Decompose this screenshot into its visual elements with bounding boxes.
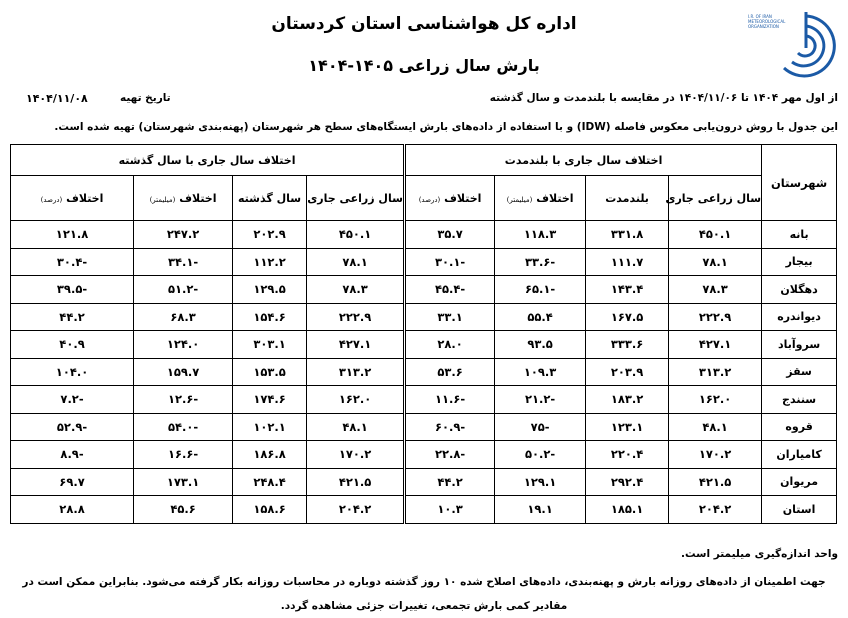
city-cell: دهگلان [762,276,837,304]
diff-pct-cell: -۴۵.۴ [405,276,495,304]
longterm-cell: ۲۲۰.۴ [586,441,669,469]
diff-pct-cell: -۲۲.۸ [405,441,495,469]
table-row [11,221,837,249]
lastyear-cell: ۲۴۸.۴ [233,468,307,496]
longterm-cell: ۳۳۳.۶ [586,331,669,359]
current-cell: ۴۸.۱ [669,413,762,441]
prepared-date-label: تاریخ تهیه [120,92,171,104]
col-diff-pct-2 [11,176,134,221]
diff-mm-cell: -۱۲.۶ [134,386,233,414]
diff-mm-cell: -۵۱.۲ [134,276,233,304]
diff-pct-cell: ۲۸.۰ [405,331,495,359]
table-row [11,358,837,386]
table-row [11,331,837,359]
report-period: از اول مهر ۱۴۰۴ تا ۱۴۰۴/۱۱/۰۶ در مقایسه با بلندمدت و سال گذشته [489,92,838,104]
diff-pct-cell: -۳۰.۱ [405,248,495,276]
diff-mm-cell: -۵۰.۲ [495,441,586,469]
city-cell: کامیاران [762,441,837,469]
table-row [11,413,837,441]
col-diff-mm-2 [134,176,233,221]
diff-pct-cell: ۲۸.۸ [11,496,134,524]
diff-mm-cell: ۱۰۹.۳ [495,358,586,386]
current-cell: ۷۸.۳ [307,276,405,304]
diff-mm-cell: -۱۶.۶ [134,441,233,469]
lastyear-cell: ۲۰۲.۹ [233,221,307,249]
city-cell: قروه [762,413,837,441]
diff-mm-cell: -۳۳.۶ [495,248,586,276]
group-header-lastyear: اختلاف سال جاری با سال گذشته [11,145,405,176]
city-cell: دیواندره [762,303,837,331]
diff-mm-cell: ۲۴۷.۲ [134,221,233,249]
diff-pct-cell: -۱۱.۶ [405,386,495,414]
current-cell: ۲۰۴.۲ [669,496,762,524]
current-cell: ۷۸.۱ [669,248,762,276]
diff-pct-cell: -۶۰.۹ [405,413,495,441]
current-cell: ۲۰۴.۲ [307,496,405,524]
longterm-cell: ۱۸۵.۱ [586,496,669,524]
current-cell: ۳۱۳.۲ [307,358,405,386]
city-cell: بانه [762,221,837,249]
longterm-cell: ۲۹۲.۴ [586,468,669,496]
diff-pct-cell: -۳۰.۴ [11,248,134,276]
diff-pct-cell: ۳۳.۱ [405,303,495,331]
city-header: شهرستان [762,145,837,221]
table-row [11,276,837,304]
method-note: این جدول با روش درون‌یابی معکوس فاصله (IDW) و با استفاده از داده‌های بارش ایستگاه‌های سطح هر شهرستان (پهنه‌بندی شهرستان) تهیه شده است. [54,121,838,133]
diff-mm-cell: -۶۵.۱ [495,276,586,304]
current-cell: ۱۶۲.۰ [307,386,405,414]
group-header-longterm: اختلاف سال جاری با بلندمدت [405,145,762,176]
col-current-2: سال زراعی جاری [307,176,405,221]
diff-mm-cell: ۱۲۴.۰ [134,331,233,359]
current-cell: ۴۵۰.۱ [669,221,762,249]
diff-pct-cell: -۷.۲ [11,386,134,414]
unit-mm: (میلیمتر) [149,195,176,204]
col-longterm: بلندمدت [586,176,669,221]
longterm-cell: ۱۴۳.۴ [586,276,669,304]
diff-pct-cell: -۵۲.۹ [11,413,134,441]
city-cell: سنندج [762,386,837,414]
diff-pct-cell: -۳۹.۵ [11,276,134,304]
diff-pct-cell: ۱۰۴.۰ [11,358,134,386]
meteorological-organization-logo [748,6,836,86]
diff-pct-cell: ۳۵.۷ [405,221,495,249]
diff-mm-cell: ۹۳.۵ [495,331,586,359]
table-row [11,248,837,276]
longterm-cell: ۱۶۷.۵ [586,303,669,331]
col-diff-pct [405,176,495,221]
page-subtitle: بارش سال زراعی ۱۴۰۵-۱۴۰۴ [308,56,540,75]
lastyear-cell: ۱۸۶.۸ [233,441,307,469]
city-cell: سقز [762,358,837,386]
diff-pct-cell: ۱۲۱.۸ [11,221,134,249]
diff-pct-cell: -۸.۹ [11,441,134,469]
col-diff-label: اختلاف [179,191,217,205]
unit-pct: (درصد) [418,195,441,204]
lastyear-cell: ۱۵۳.۵ [233,358,307,386]
lastyear-cell: ۱۱۲.۲ [233,248,307,276]
diff-mm-cell: -۲۱.۲ [495,386,586,414]
col-current: سال زراعی جاری [669,176,762,221]
col-diff-label: اختلاف [66,191,104,205]
diff-mm-cell: -۷۵ [495,413,586,441]
logo-text: I.R. OF IRAN METEOROLOGICAL ORGANIZATION [748,14,786,29]
precipitation-table [10,144,837,524]
diff-mm-cell: ۱۱۸.۳ [495,221,586,249]
diff-mm-cell: ۱۷۳.۱ [134,468,233,496]
diff-mm-cell: ۴۵.۶ [134,496,233,524]
diff-pct-cell: ۶۹.۷ [11,468,134,496]
current-cell: ۷۸.۱ [307,248,405,276]
unit-note: واحد اندازه‌گیری میلیمتر است. [681,548,838,560]
current-cell: ۱۶۲.۰ [669,386,762,414]
city-cell: سروآباد [762,331,837,359]
diff-pct-cell: ۴۴.۲ [405,468,495,496]
diff-mm-cell: ۱۹.۱ [495,496,586,524]
col-diff-mm [495,176,586,221]
current-cell: ۴۸.۱ [307,413,405,441]
diff-mm-cell: ۶۸.۳ [134,303,233,331]
city-cell: استان [762,496,837,524]
current-cell: ۷۸.۳ [669,276,762,304]
lastyear-cell: ۱۵۸.۶ [233,496,307,524]
diff-mm-cell: ۱۲۹.۱ [495,468,586,496]
unit-pct: (درصد) [40,195,63,204]
longterm-cell: ۳۳۱.۸ [586,221,669,249]
lastyear-cell: ۱۷۴.۶ [233,386,307,414]
longterm-cell: ۱۲۳.۱ [586,413,669,441]
current-cell: ۴۲۷.۱ [307,331,405,359]
diff-mm-cell: -۳۴.۱ [134,248,233,276]
longterm-cell: ۱۱۱.۷ [586,248,669,276]
longterm-cell: ۱۸۳.۲ [586,386,669,414]
lastyear-cell: ۱۰۲.۱ [233,413,307,441]
table-row [11,496,837,524]
col-diff-label: اختلاف [444,191,482,205]
diff-pct-cell: ۴۴.۲ [11,303,134,331]
diff-pct-cell: ۵۳.۶ [405,358,495,386]
table-row [11,386,837,414]
table-row [11,468,837,496]
current-cell: ۱۷۰.۲ [307,441,405,469]
col-lastyear: سال گذشته [233,176,307,221]
longterm-cell: ۲۰۳.۹ [586,358,669,386]
city-cell: بیجار [762,248,837,276]
city-cell: مریوان [762,468,837,496]
unit-mm: (میلیمتر) [506,195,533,204]
page-title: اداره کل هواشناسی استان کردستان [271,14,577,34]
current-cell: ۴۲۷.۱ [669,331,762,359]
diff-pct-cell: ۴۰.۹ [11,331,134,359]
current-cell: ۳۱۳.۲ [669,358,762,386]
current-cell: ۲۲۲.۹ [669,303,762,331]
reliability-note: جهت اطمینان از داده‌های روزانه بارش و پهنه‌بندی، داده‌های اصلاح شده ۱۰ روز گذشته دوباره در محاسبات روزانه بکار گرفته می‌شود. بنابراین ممکن است در مقادیر کمی بارش تجمعی، تغییرات جزئی مشاهده گردد. [22,576,826,612]
current-cell: ۲۲۲.۹ [307,303,405,331]
table-row [11,303,837,331]
current-cell: ۴۲۱.۵ [307,468,405,496]
lastyear-cell: ۳۰۳.۱ [233,331,307,359]
col-diff-label: اختلاف [536,191,574,205]
diff-mm-cell: ۱۵۹.۷ [134,358,233,386]
diff-mm-cell: -۵۴.۰ [134,413,233,441]
prepared-date-value: ۱۴۰۴/۱۱/۰۸ [26,92,88,105]
diff-mm-cell: ۵۵.۴ [495,303,586,331]
lastyear-cell: ۱۲۹.۵ [233,276,307,304]
table-row [11,441,837,469]
lastyear-cell: ۱۵۴.۶ [233,303,307,331]
current-cell: ۴۵۰.۱ [307,221,405,249]
diff-pct-cell: ۱۰.۳ [405,496,495,524]
current-cell: ۴۲۱.۵ [669,468,762,496]
current-cell: ۱۷۰.۲ [669,441,762,469]
